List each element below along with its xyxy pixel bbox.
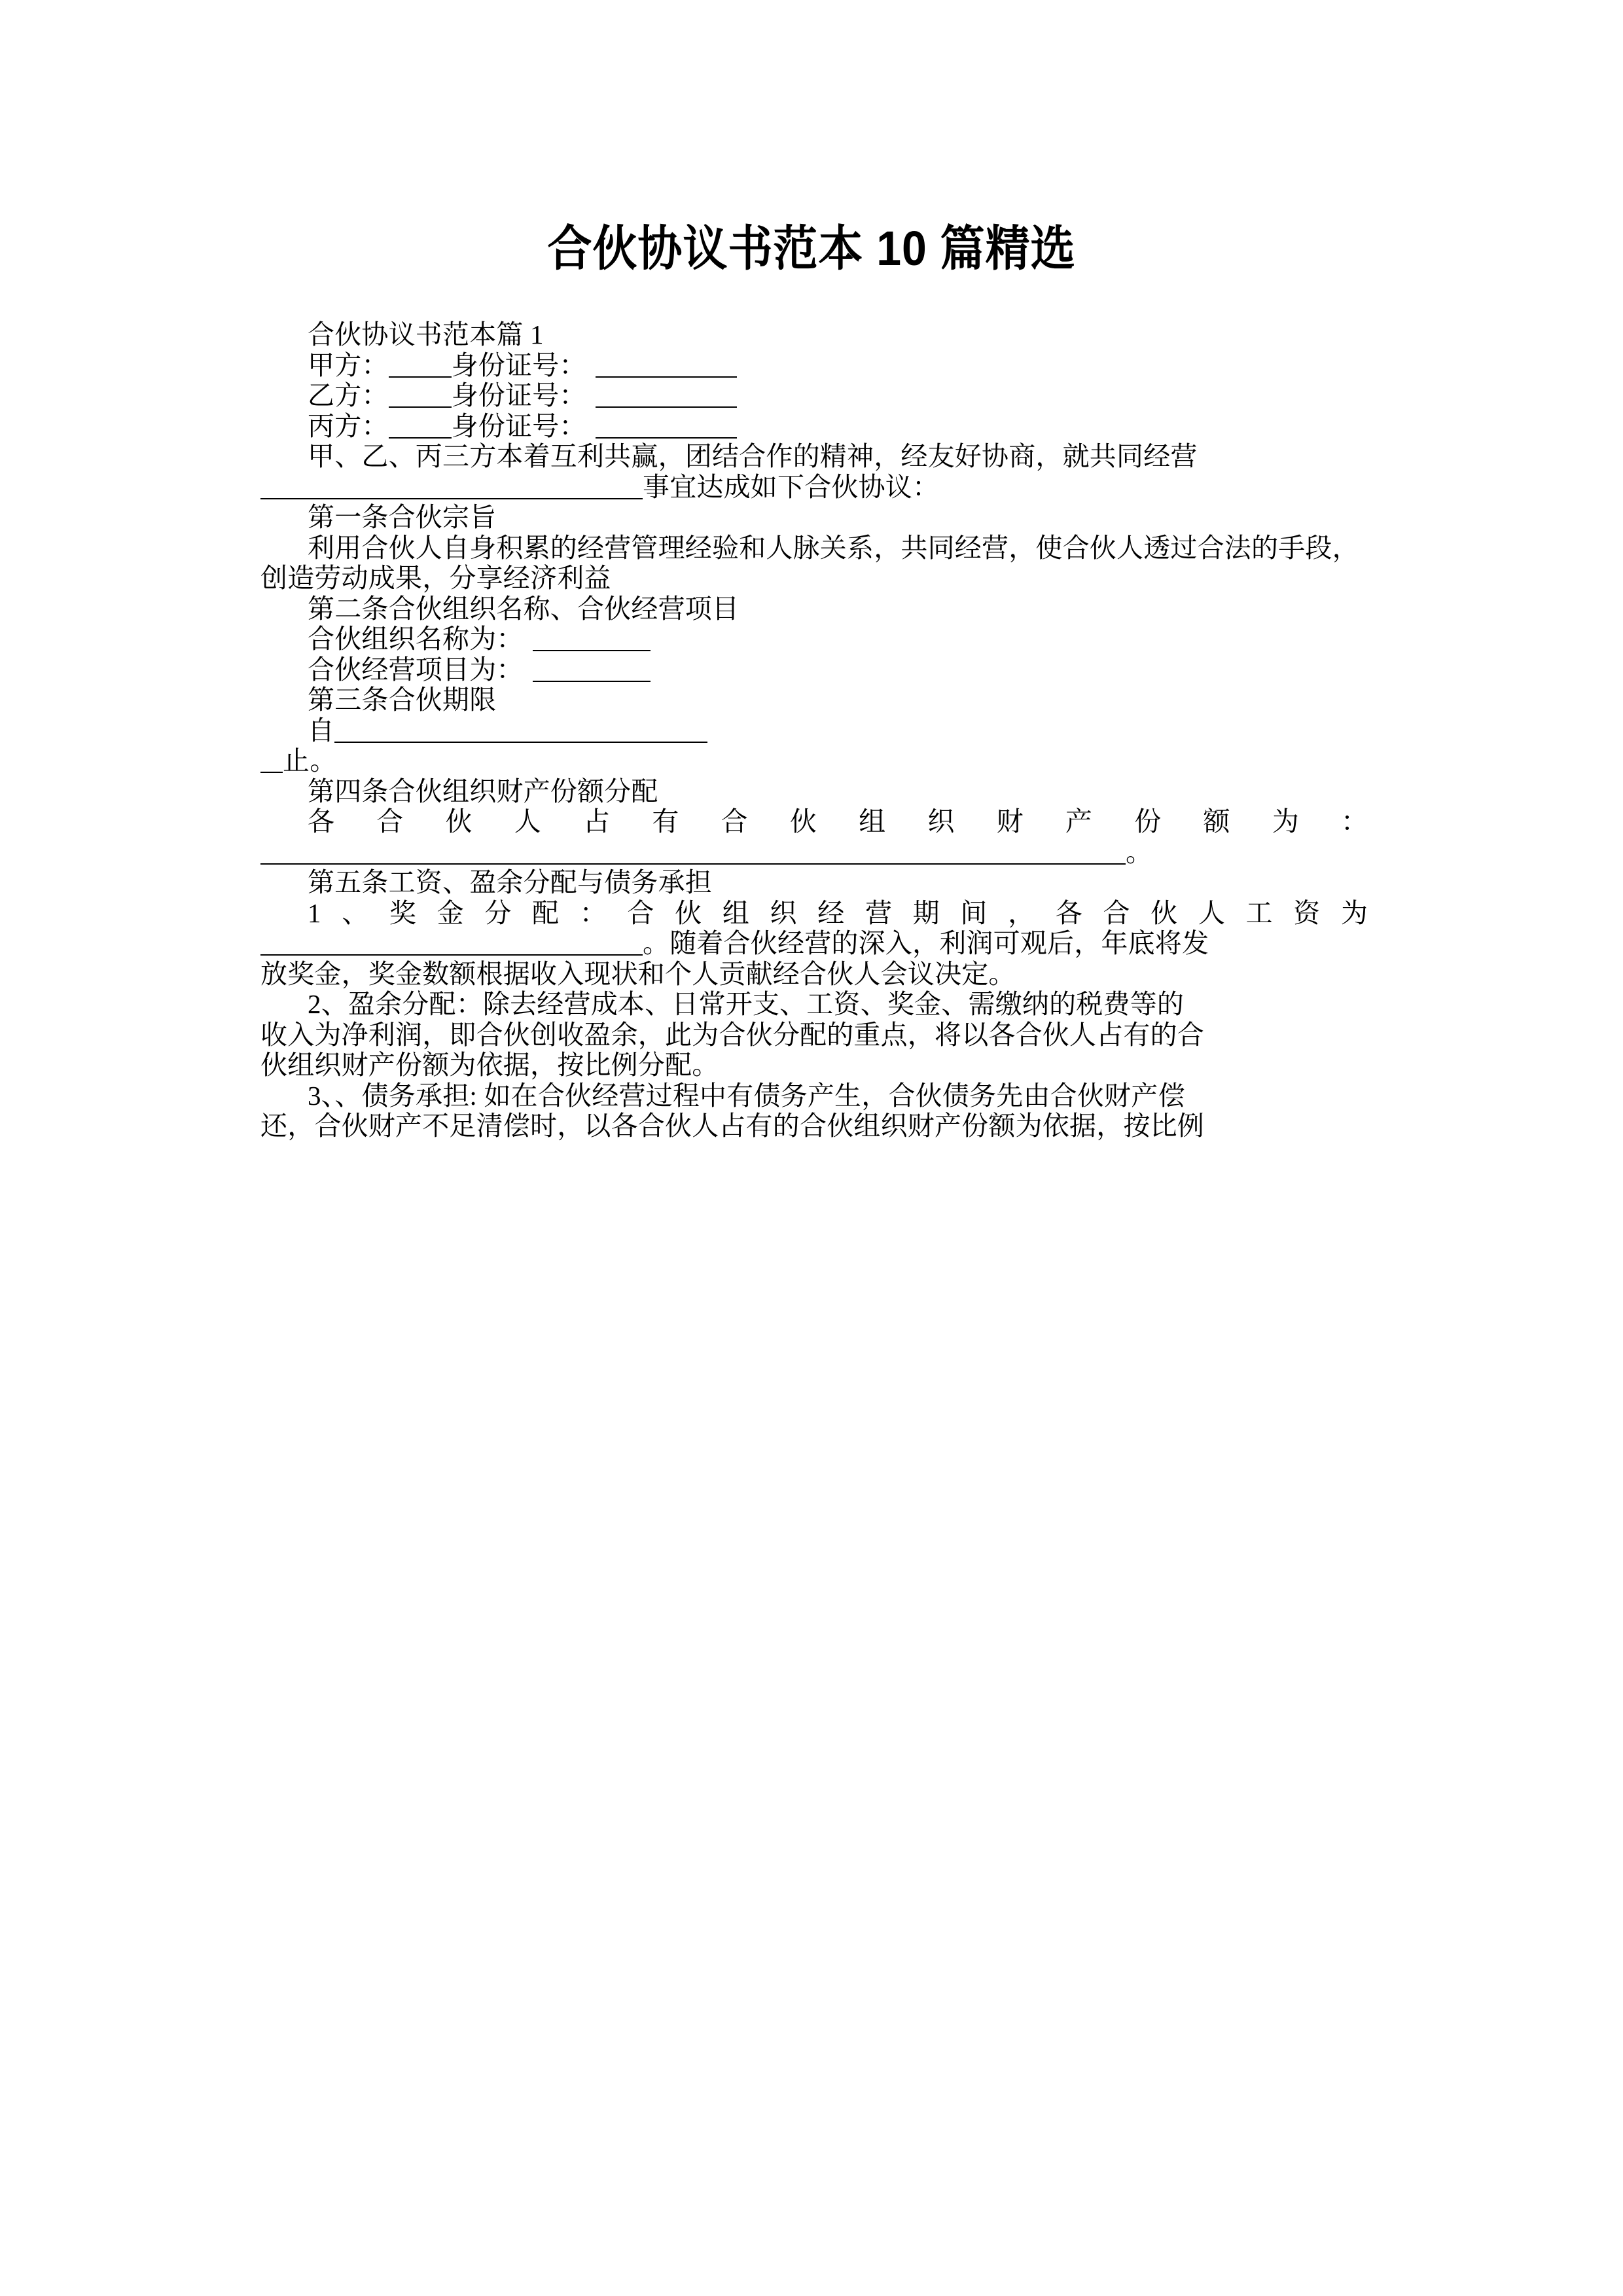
article-5-item-1-after-blank: 。随着合伙经营的深入，利润可观后，年底将发 bbox=[643, 928, 1209, 958]
article-4-heading: 第四条合伙组织财产份额分配 bbox=[308, 776, 658, 806]
article-5-item-1-blank-row bbox=[260, 928, 1368, 959]
party-id-label-bing: 身份证号： bbox=[451, 410, 586, 441]
article-5-item-2-line-3: 伙组织财产份额为依据，按比例分配。 bbox=[260, 1050, 719, 1080]
document-body bbox=[260, 319, 1410, 1141]
preamble-line-2-text: 事宜达成如下合伙协议： bbox=[643, 471, 940, 502]
party-id-blank-jia[interactable] bbox=[596, 354, 737, 378]
party-id-label-jia: 身份证号： bbox=[451, 350, 586, 380]
page-title: 合伙协议书范本 10 篇精选 bbox=[547, 221, 1076, 276]
article-3-heading: 第三条合伙期限 bbox=[308, 685, 497, 715]
party-label-yi: 乙方： bbox=[308, 380, 389, 410]
article-3-to-row bbox=[260, 745, 1368, 776]
article-1-body: 利用合伙人自身积累的经营管理经验和人脉关系，共同经营，使合伙人透过合法的手段，创造劳动成果，分享经济利益 bbox=[260, 532, 1359, 593]
party-name-blank-jia[interactable] bbox=[389, 354, 452, 378]
article-4-period: 。 bbox=[1126, 836, 1153, 867]
article-5-item-2-line-2: 收入为净利润，即合伙创收盈余，此为合伙分配的重点，将以各合伙人占有的合 bbox=[260, 1019, 1204, 1050]
party-name-blank-yi[interactable] bbox=[389, 384, 452, 408]
partnership-start-blank[interactable] bbox=[334, 719, 707, 743]
party-row-jia bbox=[260, 350, 1368, 381]
article-5-item-2-line-1: 2、盈余分配：除去经营成本、日常开支、工资、奖金、需缴纳的税费等的 bbox=[308, 989, 1185, 1019]
article-5-heading: 第五条工资、盈余分配与债务承担 bbox=[308, 867, 712, 897]
article-2-field-org-name-label: 合伙组织名称为： bbox=[308, 624, 524, 654]
article-5-item-3-line-2: 还，合伙财产不足清偿时，以各合伙人占有的合伙组织财产份额为依据，按比例 bbox=[260, 1111, 1204, 1141]
business-scope-blank[interactable] bbox=[260, 476, 643, 499]
org-name-blank[interactable] bbox=[533, 628, 651, 651]
article-5-item-1-line bbox=[260, 897, 1389, 929]
article-2-field-project bbox=[260, 655, 1368, 685]
party-id-blank-bing[interactable] bbox=[596, 415, 737, 439]
article-3-to-label: 止。 bbox=[283, 745, 337, 776]
preamble-line-1: 甲、乙、丙三方本着互利共赢，团结合作的精神，经友好协商，就共同经营 bbox=[308, 441, 1198, 471]
party-name-blank-bing[interactable] bbox=[389, 415, 452, 439]
party-label-jia: 甲方： bbox=[308, 350, 389, 380]
article-4-share-blank-row bbox=[260, 837, 1368, 868]
article-3-from-label: 自 bbox=[308, 715, 335, 745]
party-row-yi bbox=[260, 380, 1368, 411]
partnership-end-blank[interactable] bbox=[260, 749, 283, 773]
section-heading: 合伙协议书范本篇 1 bbox=[308, 319, 544, 350]
article-2-field-project-label: 合伙经营项目为： bbox=[308, 654, 524, 685]
preamble-line-2 bbox=[260, 472, 1368, 503]
party-id-blank-yi[interactable] bbox=[596, 384, 737, 408]
party-row-bing bbox=[260, 411, 1368, 442]
article-4-share-text: 各合伙人占有合伙组织财产份额为： bbox=[308, 806, 1410, 836]
salary-blank[interactable] bbox=[260, 932, 643, 956]
project-blank[interactable] bbox=[533, 658, 651, 682]
article-5-item-1-continuation: 放奖金，奖金数额根据收入现状和个人贡献经合伙人会议决定。 bbox=[260, 958, 1016, 989]
article-4-share-line bbox=[260, 806, 1410, 837]
party-label-bing: 丙方： bbox=[308, 410, 389, 441]
article-3-from-row bbox=[260, 715, 1368, 746]
article-5-item-3-line-1: 3、、债务承担: 如在合伙经营过程中有债务产生，合伙债务先由合伙财产偿 bbox=[308, 1080, 1185, 1111]
article-2-heading: 第二条合伙组织名称、合伙经营项目 bbox=[308, 593, 740, 624]
article-5-item-1-text: 1、奖金分配：合伙组织经营期间，各合伙人工资为 bbox=[308, 897, 1389, 928]
article-2-field-org-name bbox=[260, 624, 1368, 655]
property-share-blank[interactable] bbox=[260, 841, 1126, 865]
article-1-heading: 第一条合伙宗旨 bbox=[308, 502, 497, 532]
party-id-label-yi: 身份证号： bbox=[451, 380, 586, 410]
